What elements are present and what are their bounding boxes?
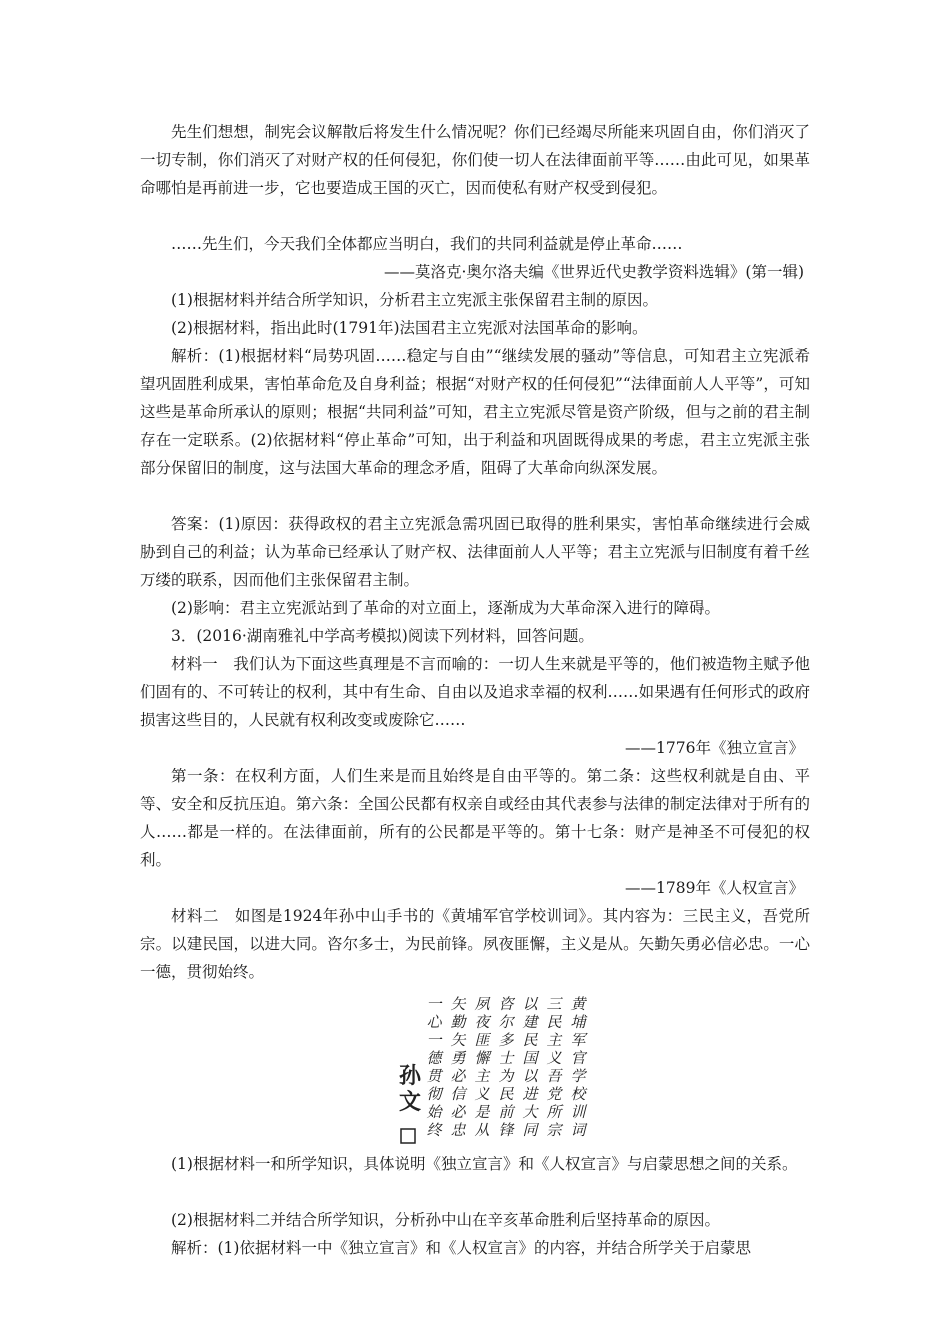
calligraphy-character: 所 bbox=[546, 1103, 562, 1121]
calligraphy-character: 始 bbox=[426, 1103, 442, 1121]
seal-stamp bbox=[401, 1129, 415, 1143]
calligraphy-character: 一 bbox=[426, 1031, 442, 1049]
calligraphy-column bbox=[426, 995, 444, 1139]
calligraphy-character: 锋 bbox=[498, 1121, 514, 1139]
calligraphy-character: 信 bbox=[450, 1085, 466, 1103]
calligraphy-character: 训 bbox=[570, 1103, 586, 1121]
calligraphy-character: 勇 bbox=[450, 1049, 466, 1067]
calligraphy-character: 德 bbox=[426, 1049, 442, 1067]
calligraphy-character: 军 bbox=[570, 1031, 586, 1049]
calligraphy-character: 学 bbox=[570, 1067, 586, 1085]
calligraphy-character: 为 bbox=[498, 1067, 514, 1085]
question-1: (1)根据材料并结合所学知识，分析君主立宪派主张保留君主制的原因。 bbox=[171, 291, 658, 309]
material-one-rights: 第一条：在权利方面，人们生来是而且始终是自由平等的。第二条：这些权利就是自由、平等、安全和反抗压迫。第六条：全国公民都有权亲自或经由其代表参与法律的制定法律对于所有的人……都是一样的。在法律面前，所有的公民都是平等的。第十七条：财产是神圣不可侵犯的权利。 bbox=[140, 767, 810, 869]
paragraph-speech-end: ……先生们，今天我们全体都应当明白，我们的共同利益就是停止革命…… bbox=[171, 235, 683, 253]
calligraphy-character: 以 bbox=[522, 995, 538, 1013]
signature-character: 文 bbox=[398, 1089, 422, 1115]
calligraphy-character: 同 bbox=[522, 1121, 538, 1139]
calligraphy-character: 前 bbox=[498, 1103, 514, 1121]
calligraphy-character: 忠 bbox=[450, 1121, 466, 1139]
calligraphy-column bbox=[522, 995, 539, 1139]
calligraphy-character: 埔 bbox=[570, 1013, 586, 1031]
calligraphy-character: 建 bbox=[522, 1013, 538, 1031]
calligraphy-character: 吾 bbox=[546, 1067, 562, 1085]
calligraphy-character: 进 bbox=[522, 1085, 538, 1103]
calligraphy-character: 从 bbox=[474, 1121, 490, 1139]
calligraphy-character: 以 bbox=[522, 1067, 538, 1085]
calligraphy-character: 心 bbox=[426, 1013, 442, 1031]
calligraphy-character: 必 bbox=[450, 1103, 466, 1121]
calligraphy-character: 必 bbox=[450, 1067, 466, 1085]
calligraphy-character: 宗 bbox=[546, 1121, 562, 1139]
calligraphy-character: 义 bbox=[474, 1085, 490, 1103]
calligraphy-character: 彻 bbox=[426, 1085, 442, 1103]
calligraphy-character: 三 bbox=[546, 995, 562, 1013]
calligraphy-character: 终 bbox=[426, 1121, 442, 1139]
signature-character: 孙 bbox=[398, 1063, 422, 1089]
source-independence: ——1776年《独立宣言》 bbox=[625, 739, 804, 757]
question-3-header: 3．(2016·湖南雅礼中学高考模拟)阅读下列材料，回答问题。 bbox=[171, 627, 594, 645]
calligraphy-character: 主 bbox=[546, 1031, 562, 1049]
question-2: (2)根据材料，指出此时(1791年)法国君主立宪派对法国革命的影响。 bbox=[171, 319, 648, 337]
calligraphy-character: 主 bbox=[474, 1067, 490, 1085]
question-3-2: (2)根据材料二并结合所学知识，分析孙中山在辛亥革命胜利后坚持革命的原因。 bbox=[171, 1211, 720, 1229]
calligraphy-column bbox=[498, 995, 515, 1139]
calligraphy-character: 官 bbox=[570, 1049, 586, 1067]
calligraphy-character: 多 bbox=[498, 1031, 514, 1049]
calligraphy-image bbox=[398, 987, 590, 1147]
calligraphy-character: 矢 bbox=[450, 1031, 466, 1049]
material-one: 材料一 我们认为下面这些真理是不言而喻的：一切人生来就是平等的，他们被造物主赋予他们固有的、不可转让的权利，其中有生命、自由以及追求幸福的权利……如果遇有任何形式的政府损害这些目的，人民就有权利改变或废除它…… bbox=[140, 655, 810, 729]
source-rights: ——1789年《人权宣言》 bbox=[625, 879, 804, 897]
paragraph-speech: 先生们想想，制宪会议解散后将发生什么情况呢？你们已经竭尽所能来巩固自由，你们消灭了一切专制，你们消灭了对财产权的任何侵犯，你们使一切人在法律面前平等……由此可见，如果革命哪怕是再前进一步，它也要造成王国的灭亡，因而使私有财产权受到侵犯。 bbox=[140, 123, 810, 197]
calligraphy-character: 国 bbox=[522, 1049, 538, 1067]
analysis-paragraph: 解析：(1)根据材料“局势巩固……稳定与自由”“继续发展的骚动”等信息，可知君主立宪派希望巩固胜利成果，害怕革命危及自身利益；根据“对财产权的任何侵犯”“法律面前人人平等”，可知这些是革命所承认的原则；根据“共同利益”可知，君主立宪派尽管是资产阶级，但与之前的君主制存在一定联系。(2)依据材料“停止革命”可知，出于利益和巩固既得成果的考虑，君主立宪派主张部分保留旧的制度，这与法国大革命的理念矛盾，阻碍了大革命向纵深发展。 bbox=[140, 347, 810, 477]
question-3-1: (1)根据材料一和所学知识，具体说明《独立宣言》和《人权宣言》与启蒙思想之间的关系。 bbox=[171, 1155, 798, 1173]
calligraphy-character: 夙 bbox=[474, 995, 490, 1013]
material-two: 材料二 如图是1924年孙中山手书的《黄埔军官学校训词》。其内容为：三民主义，吾党所宗。以建民国，以进大同。咨尔多士，为民前锋。夙夜匪懈，主义是从。矢勤矢勇必信必忠。一心一德，贯彻始终。 bbox=[140, 907, 810, 981]
calligraphy-character: 义 bbox=[546, 1049, 562, 1067]
calligraphy-character: 民 bbox=[498, 1085, 514, 1103]
calligraphy-character: 民 bbox=[546, 1013, 562, 1031]
calligraphy-character: 夜 bbox=[474, 1013, 490, 1031]
calligraphy-character: 校 bbox=[570, 1085, 586, 1103]
source-citation: ——莫洛克·奥尔洛夫编《世界近代史教学资料选辑》(第一辑) bbox=[383, 263, 804, 281]
calligraphy-column bbox=[450, 995, 467, 1139]
calligraphy-character: 贯 bbox=[426, 1067, 442, 1085]
calligraphy-character: 匪 bbox=[474, 1031, 490, 1049]
calligraphy-column bbox=[474, 995, 492, 1139]
calligraphy-column bbox=[570, 995, 588, 1139]
calligraphy-character: 大 bbox=[522, 1103, 538, 1121]
calligraphy-character: 民 bbox=[522, 1031, 538, 1049]
calligraphy-character: 党 bbox=[546, 1085, 562, 1103]
calligraphy-character: 一 bbox=[426, 995, 442, 1013]
calligraphy-character: 懈 bbox=[474, 1049, 490, 1067]
analysis-2: 解析：(1)依据材料一中《独立宣言》和《人权宣言》的内容，并结合所学关于启蒙思 bbox=[171, 1239, 751, 1257]
answer-2: (2)影响：君主立宪派站到了革命的对立面上，逐渐成为大革命深入进行的障碍。 bbox=[171, 599, 720, 617]
calligraphy-character: 勤 bbox=[450, 1013, 466, 1031]
calligraphy-column bbox=[546, 995, 564, 1139]
calligraphy-character: 词 bbox=[570, 1121, 586, 1139]
calligraphy-character: 士 bbox=[498, 1049, 514, 1067]
calligraphy-character: 矢 bbox=[450, 995, 466, 1013]
calligraphy-character: 咨 bbox=[498, 995, 514, 1013]
calligraphy-character: 尔 bbox=[498, 1013, 514, 1031]
calligraphy-character: 黄 bbox=[570, 995, 586, 1013]
calligraphy-character: 是 bbox=[474, 1103, 490, 1121]
answer-paragraph: 答案：(1)原因：获得政权的君主立宪派急需巩固已取得的胜利果实，害怕革命继续进行会威胁到自己的利益；认为革命已经承认了财产权、法律面前人人平等；君主立宪派与旧制度有着千丝万缕的联系，因而他们主张保留君主制。 bbox=[140, 515, 810, 589]
